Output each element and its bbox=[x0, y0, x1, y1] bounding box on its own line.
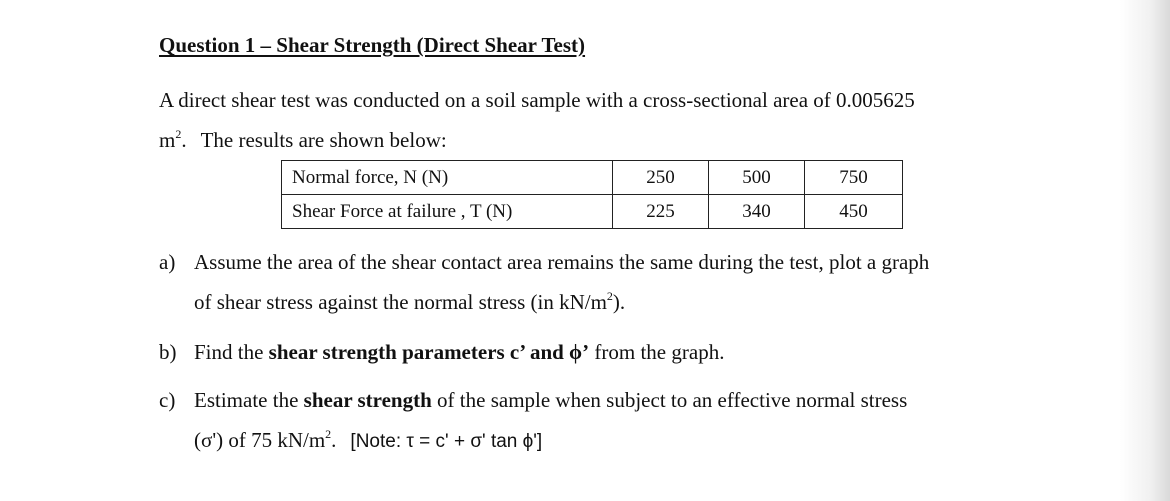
question-a-line-2-text: of shear stress against the normal stress (in kN/m bbox=[194, 290, 607, 314]
unit-text: m bbox=[159, 128, 176, 152]
question-b-post: from the graph. bbox=[589, 340, 725, 364]
formula-note: [Note: τ = c' + σ' tan ϕ'] bbox=[350, 431, 543, 452]
table-cell: 450 bbox=[805, 195, 903, 229]
question-c-bold: shear strength bbox=[303, 388, 432, 412]
table-row bbox=[282, 161, 903, 195]
question-c-line-2-text: (σ') of 75 kN/m bbox=[194, 428, 326, 452]
unit-exponent: 2 bbox=[606, 289, 613, 303]
intro-line-2 bbox=[159, 128, 447, 153]
intro-line-1: A direct shear test was conducted on a soil sample with a cross-sectional area of 0.005625 bbox=[159, 88, 915, 112]
question-c-label: c) bbox=[159, 388, 176, 412]
question-title: Question 1 – Shear Strength (Direct Shear Test) bbox=[159, 33, 586, 57]
row-label: Shear Force at failure , T (N) bbox=[282, 195, 613, 229]
question-c-pre: Estimate the bbox=[194, 388, 304, 412]
results-table bbox=[281, 160, 903, 229]
table-cell: 750 bbox=[805, 161, 903, 195]
question-c-line-2 bbox=[194, 428, 542, 453]
intro-results-text: The results are shown below: bbox=[200, 128, 447, 152]
unit-dot: . bbox=[181, 128, 187, 152]
question-a-line-2 bbox=[194, 290, 625, 315]
table-cell: 500 bbox=[709, 161, 805, 195]
table-cell: 340 bbox=[709, 195, 805, 229]
table-cell: 250 bbox=[613, 161, 709, 195]
question-a-line-2-end: ). bbox=[612, 290, 626, 314]
question-c-post: of the sample when subject to an effective normal stress bbox=[431, 388, 908, 412]
table-cell: 225 bbox=[613, 195, 709, 229]
unit-exponent: 2 bbox=[325, 427, 332, 441]
unit-exponent: 2 bbox=[175, 127, 182, 141]
row-label: Normal force, N (N) bbox=[282, 161, 613, 195]
question-b-text bbox=[194, 340, 724, 365]
question-b-bold: shear strength parameters c’ and ϕ’ bbox=[268, 340, 590, 364]
question-b-label: b) bbox=[159, 340, 177, 364]
question-a-line-1: Assume the area of the shear contact area remains the same during the test, plot a graph bbox=[194, 250, 930, 274]
question-a-label: a) bbox=[159, 250, 176, 274]
question-b-pre: Find the bbox=[194, 340, 269, 364]
question-c-line-1 bbox=[194, 388, 907, 413]
question-c-line-2-end: . bbox=[331, 428, 337, 452]
table-row bbox=[282, 195, 903, 229]
